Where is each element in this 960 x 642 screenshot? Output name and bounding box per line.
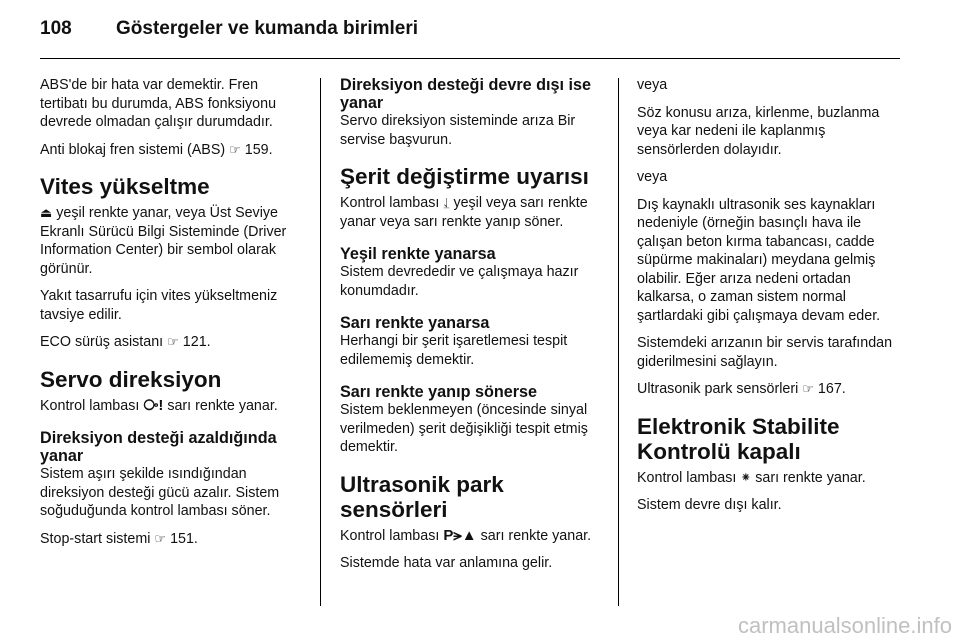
column-1	[40, 76, 302, 557]
devre-heading: Direksiyon desteği devre dışı ise yanar	[340, 76, 592, 112]
veya-2: veya	[637, 169, 668, 185]
serit-paragraph-post: yeşil veya sarı renkte yanar veya sarı renkte yanıp söner.	[340, 195, 588, 230]
ultra-paragraph-post: sarı renkte yanar.	[480, 527, 592, 544]
eco-reference-text: ECO sürüş asistanı	[40, 334, 164, 350]
reference-arrow-icon: ☞	[154, 530, 167, 546]
esc-heading: Elektronik Stabilite Kontrolü kapalı	[637, 413, 840, 464]
steering-warning-icon: ⧂!	[143, 396, 164, 414]
lane-change-icon: ⥙	[443, 195, 450, 210]
col3-paragraph-2: Dış kaynaklı ultrasonik ses kaynakları nedeniyle (örneğin basınçlı hava ile çalışan beton kırma tabancası, cadde süpürme makinaları) meydana gelmiş olabilir. Eğer arıza nedeni ortadan kalkarsa, o zaman sistem normal şartlardaki gibi çalışmaya devam eder.	[637, 196, 881, 324]
sonerse-paragraph: Sistem beklenmeyen (öncesinde sinyal verilmeden) şerit değişikliği tespit etmiş demektir.	[340, 402, 588, 455]
ultra-paragraph-1	[340, 527, 602, 546]
vites-heading: Vites yükseltme	[40, 174, 210, 199]
servo-sub-paragraph: Sistem aşırı şekilde ısındığından direksiyon desteği gücü azalır. Sistem soğuduğunda kontrol lambası söner.	[40, 466, 280, 519]
page-number: 108	[40, 18, 72, 39]
yesil-heading: Yeşil renkte yanarsa	[340, 245, 496, 263]
sonerse-heading: Sarı renkte yanıp sönerse	[340, 383, 538, 401]
abs-reference-text: Anti blokaj fren sistemi (ABS)	[40, 141, 226, 158]
col3-paragraph-3: Sistemdeki arızanın bir servis tarafından giderilmesini sağlayın.	[637, 335, 893, 370]
column-divider-1	[320, 78, 321, 606]
servo-heading: Servo direksiyon	[40, 366, 222, 392]
watermark: carmanualsonline.info	[737, 613, 952, 638]
sari-heading: Sarı renkte yanarsa	[340, 314, 490, 332]
vites-paragraph	[40, 204, 302, 278]
column-3	[637, 76, 899, 524]
servo-paragraph	[40, 397, 302, 416]
servo-sub-heading: Direksiyon desteği azaldığında yanar	[40, 429, 277, 465]
esc-paragraph-post: sarı renkte yanar.	[755, 469, 866, 486]
serit-paragraph-pre: Kontrol lambası	[340, 195, 440, 211]
header-rule	[40, 58, 900, 59]
page-header	[40, 18, 418, 40]
abs-paragraph: ABS'de bir hata var demektir. Fren tertibatı bu durumda, ABS fonksiyonu devrede olmadan çalışır durumdadır.	[40, 77, 277, 130]
stop-start-reference	[40, 530, 302, 549]
col3-paragraph-1: Söz konusu arıza, kirlenme, buzlanma veya kar nedeni ile kaplanmış sensörlerden dolayıdır.	[637, 104, 880, 158]
esc-off-icon: ⁕	[740, 469, 752, 485]
park-sensor-icon: P⪫▲	[443, 526, 477, 544]
eco-reference-page[interactable]: 121.	[182, 334, 211, 350]
sari-paragraph: Herhangi bir şerit işaretlemesi tespit edilememiş demektir.	[340, 333, 568, 368]
column-divider-2	[618, 78, 619, 606]
stop-start-reference-page[interactable]: 151.	[170, 530, 198, 547]
abs-reference	[40, 141, 302, 160]
serit-paragraph	[340, 194, 602, 231]
esc-paragraph-pre: Kontrol lambası	[637, 469, 737, 486]
stop-start-reference-text: Stop-start sistemi	[40, 530, 151, 547]
reference-arrow-icon: ☞	[802, 381, 814, 396]
column-2	[340, 76, 602, 582]
serit-heading: Şerit değiştirme uyarısı	[340, 164, 589, 189]
upshift-icon: ⏏	[40, 205, 53, 220]
esc-paragraph-2: Sistem devre dışı kalır.	[637, 497, 782, 513]
servo-paragraph-pre: Kontrol lambası	[40, 397, 140, 414]
abs-reference-page[interactable]: 159.	[244, 141, 273, 158]
esc-paragraph-1	[637, 469, 899, 488]
vites-tip: Yakıt tasarrufu için vites yükseltmeniz tavsiye edilir.	[40, 288, 278, 323]
devre-paragraph: Servo direksiyon sisteminde arıza Bir servise başvurun.	[340, 113, 576, 148]
eco-reference	[40, 333, 302, 352]
ultra-paragraph-2: Sistemde hata var anlamına gelir.	[340, 555, 553, 571]
reference-arrow-icon: ☞	[229, 141, 241, 157]
veya-1: veya	[637, 77, 668, 93]
vites-paragraph-text: yeşil renkte yanar, veya Üst Seviye Ekranlı Sürücü Bilgi Sisteminde (Driver Information Center) bir sembol olarak görünür.	[40, 205, 287, 277]
park-sensor-reference-page[interactable]: 167.	[817, 381, 846, 397]
page-title: Göstergeler ve kumanda birimleri	[116, 18, 419, 39]
reference-arrow-icon: ☞	[167, 334, 179, 349]
ultra-paragraph-pre: Kontrol lambası	[340, 527, 440, 544]
park-sensor-reference	[637, 380, 899, 399]
park-sensor-reference-text: Ultrasonik park sensörleri	[637, 381, 799, 397]
servo-paragraph-post: sarı renkte yanar.	[167, 397, 278, 414]
ultra-heading: Ultrasonik park sensörleri	[340, 471, 504, 522]
yesil-paragraph: Sistem devrededir ve çalışmaya hazır konumdadır.	[340, 264, 579, 299]
